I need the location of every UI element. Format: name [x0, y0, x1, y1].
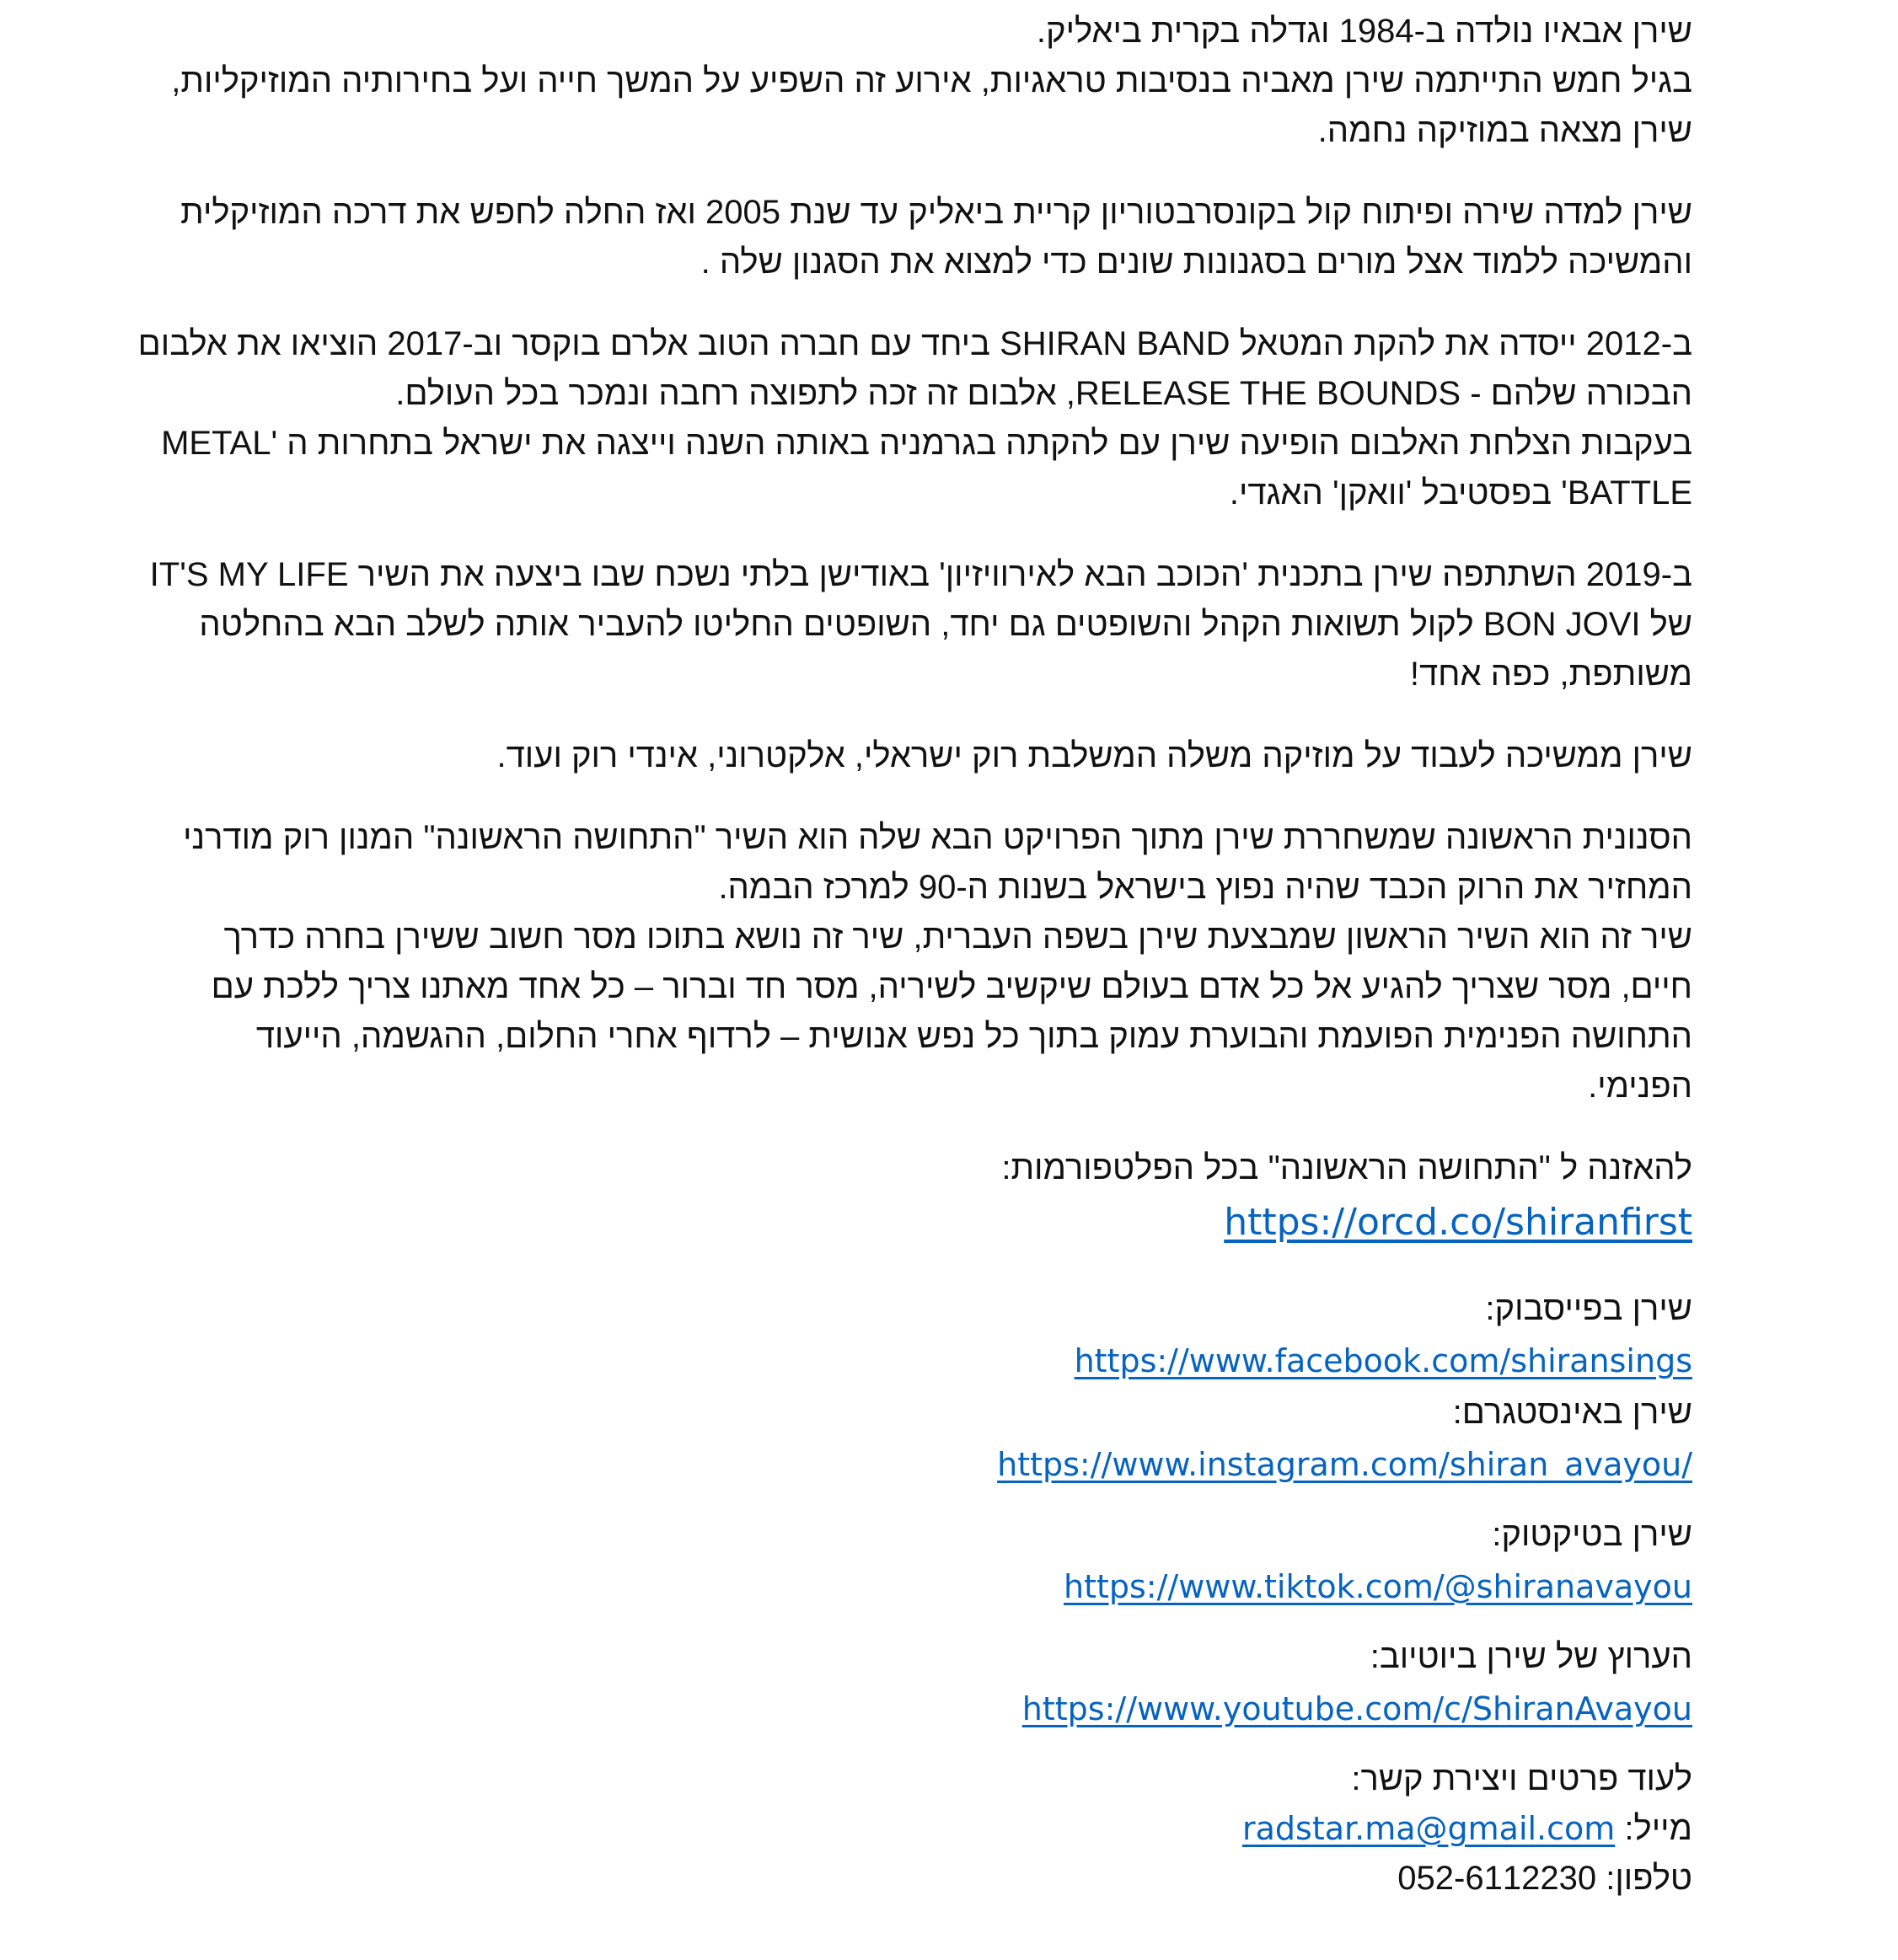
text-line: בגיל חמש התייתמה שירן מאביה בנסיבות טראגיות, אירוע זה השפיע על המשך חייה ועל בחירותיה המוזיקליות, — [171, 62, 1692, 99]
text-line: שירן מצאה במוזיקה נחמה. — [1317, 112, 1692, 149]
phone-row — [51, 1854, 1692, 1904]
paragraph-studies — [51, 188, 1692, 287]
listen-label: להאזנה ל "התחושה הראשונה" בכל הפלטפורמות: — [1001, 1149, 1692, 1186]
paragraph-birth — [51, 7, 1692, 156]
text-line: ב-2019 השתתפה שירן בתכנית 'הכוכב הבא לאירוויזיון' באודישן בלתי נשכח שבו ביצעה את השיר IT'S MY LIFE — [149, 556, 1692, 593]
paragraph-current-work — [51, 731, 1692, 781]
youtube-label: הערוץ של שירן ביוטיוב: — [1370, 1638, 1692, 1675]
paragraph-band — [51, 319, 1692, 518]
text-line: הפנימי. — [1588, 1068, 1692, 1105]
listen-link[interactable]: https://orcd.co/shiranfirst — [1224, 1201, 1692, 1244]
text-line: הסנונית הראשונה שמשחררת שירן מתוך הפרויקט הבא שלה הוא השיר "התחושה הראשונה" המנון רוק מודרני — [183, 819, 1692, 856]
text-line: חיים, מסר שצריך להגיע אל כל אדם בעולם שיקשיב לשיריה, מסר חד וברור – כל אחד מאתנו צריך ללכת עם — [211, 968, 1692, 1005]
phone-label: טלפון: — [1606, 1860, 1692, 1897]
contact-heading: לעוד פרטים ויצירת קשר: — [1351, 1760, 1692, 1797]
paragraph-tv-show — [51, 550, 1692, 699]
document-page — [51, 7, 1692, 1904]
youtube-link[interactable]: https://www.youtube.com/c/ShiranAvayou — [1021, 1690, 1692, 1727]
links-section — [51, 1143, 1692, 1754]
text-line: ב-2012 ייסדה את להקת המטאל SHIRAN BAND ביחד עם חברה הטוב אלרם בוקסר וב-2017 הוציאו את אלבום — [137, 325, 1692, 362]
instagram-label: שירן באינסטגרם: — [1452, 1394, 1692, 1431]
instagram-link[interactable]: /https://www.instagram.com/shiran_avayou — [997, 1446, 1692, 1483]
tiktok-link[interactable]: https://www.tiktok.com/@shiranavayou — [1063, 1568, 1692, 1605]
text-line: שירן למדה שירה ופיתוח קול בקונסרבטוריון קריית ביאליק עד שנת 2005 ואז החלה לחפש את דרכה המוזיקלית — [180, 194, 1692, 231]
text-line: התחושה הפנימית הפועמת והבוערת עמוק בתוך כל נפש אנושית – לרדוף אחרי החלום, ההגשמה, הייעוד — [255, 1018, 1692, 1055]
text-line: שיר זה הוא השיר הראשון שמבצעת שירן בשפה העברית, שיר זה נושא בתוכו מסר חשוב ששירן בחרה כדרך — [223, 918, 1692, 956]
text-line: הבכורה שלהם - RELEASE THE BOUNDS, אלבום זה זכה לתפוצה רחבה ונמכר בכל העולם. — [395, 375, 1692, 412]
tiktok-label: שירן בטיקטוק: — [1492, 1516, 1692, 1553]
facebook-label: שירן בפייסבוק: — [1485, 1290, 1692, 1327]
text-line: בעקבות הצלחת האלבום הופיעה שירן עם להקתה בגרמניה באותה השנה וייצגה את ישראל בתחרות ה 'METAL — [161, 425, 1692, 462]
phone-value: 052-6112230 — [1397, 1860, 1597, 1897]
contact-section — [51, 1754, 1692, 1904]
text-line: BATTLE' בפסטיבל 'וואקן' האגדי. — [1229, 474, 1692, 511]
facebook-link[interactable]: https://www.facebook.com/shiransings — [1074, 1342, 1692, 1379]
mail-link[interactable]: radstar.ma@gmail.com — [1241, 1810, 1616, 1847]
mail-label: מייל: — [1624, 1810, 1692, 1847]
text-line: שירן ממשיכה לעבוד על מוזיקה משלה המשלבת רוק ישראלי, אלקטרוני, אינדי רוק ועוד. — [496, 737, 1692, 774]
mail-row — [51, 1804, 1692, 1854]
paragraph-single — [51, 813, 1692, 1111]
text-line: משותפת, כפה אחד! — [1409, 656, 1692, 693]
text-line: והמשיכה ללמוד אצל מורים בסגנונות שונים כדי למצוא את הסגנון שלה . — [700, 244, 1692, 281]
text-line: המחזיר את הרוק הכבד שהיה נפוץ בישראל בשנות ה-90 למרכז הבמה. — [718, 869, 1692, 906]
text-line: של BON JOVI לקול תשואות הקהל והשופטים גם יחד, השופטים החליטו להעביר אותה לשלב הבא בהחלטה — [199, 606, 1692, 643]
text-line: שירן אבאיו נולדה ב-1984 וגדלה בקרית ביאליק. — [1036, 13, 1692, 50]
